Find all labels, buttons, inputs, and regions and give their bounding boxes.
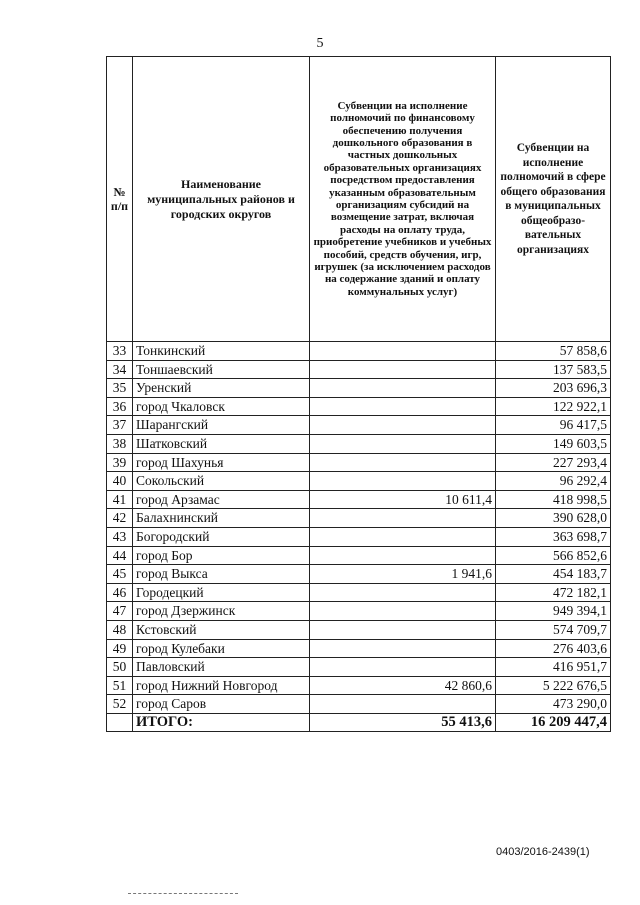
table-row bbox=[107, 379, 611, 398]
row-preschool-value bbox=[310, 695, 496, 714]
row-preschool-value bbox=[310, 360, 496, 379]
table-row bbox=[107, 416, 611, 435]
table-row bbox=[107, 620, 611, 639]
row-number: 36 bbox=[107, 397, 133, 416]
row-preschool-value bbox=[310, 453, 496, 472]
row-general-value: 472 182,1 bbox=[496, 583, 611, 602]
row-general-value: 96 292,4 bbox=[496, 472, 611, 491]
row-name: Кстовский bbox=[133, 620, 310, 639]
row-general-value: 473 290,0 bbox=[496, 695, 611, 714]
row-number: 44 bbox=[107, 546, 133, 565]
row-preschool-value bbox=[310, 620, 496, 639]
table-row bbox=[107, 342, 611, 361]
row-number: 43 bbox=[107, 527, 133, 546]
row-name: Балахнинский bbox=[133, 509, 310, 528]
row-number: 52 bbox=[107, 695, 133, 714]
row-preschool-value bbox=[310, 527, 496, 546]
row-general-value: 418 998,5 bbox=[496, 490, 611, 509]
table-row bbox=[107, 360, 611, 379]
table-row bbox=[107, 639, 611, 658]
header-num: № п/п bbox=[107, 57, 133, 342]
row-number: 34 bbox=[107, 360, 133, 379]
row-general-value: 390 628,0 bbox=[496, 509, 611, 528]
row-number: 45 bbox=[107, 565, 133, 584]
row-number: 33 bbox=[107, 342, 133, 361]
row-general-value: 57 858,6 bbox=[496, 342, 611, 361]
row-name: Тоншаевский bbox=[133, 360, 310, 379]
row-preschool-value bbox=[310, 546, 496, 565]
row-name: город Чкаловск bbox=[133, 397, 310, 416]
row-preschool-value bbox=[310, 342, 496, 361]
row-name: Богородский bbox=[133, 527, 310, 546]
subvention-table bbox=[106, 56, 611, 732]
row-number: 35 bbox=[107, 379, 133, 398]
row-preschool-value bbox=[310, 379, 496, 398]
row-name: город Бор bbox=[133, 546, 310, 565]
row-preschool-value bbox=[310, 658, 496, 677]
row-preschool-value bbox=[310, 639, 496, 658]
table-row bbox=[107, 658, 611, 677]
row-preschool-value bbox=[310, 397, 496, 416]
row-number: 39 bbox=[107, 453, 133, 472]
row-general-value: 454 183,7 bbox=[496, 565, 611, 584]
row-number: 46 bbox=[107, 583, 133, 602]
row-name: город Дзержинск bbox=[133, 602, 310, 621]
row-general-value: 5 222 676,5 bbox=[496, 676, 611, 695]
table-row bbox=[107, 602, 611, 621]
row-number: 40 bbox=[107, 472, 133, 491]
row-general-value: 96 417,5 bbox=[496, 416, 611, 435]
row-number: 47 bbox=[107, 602, 133, 621]
row-name: Павловский bbox=[133, 658, 310, 677]
row-preschool-value bbox=[310, 472, 496, 491]
table-row bbox=[107, 397, 611, 416]
row-name: город Саров bbox=[133, 695, 310, 714]
row-name: Шатковский bbox=[133, 434, 310, 453]
row-general-value: 137 583,5 bbox=[496, 360, 611, 379]
total-row bbox=[107, 713, 611, 732]
row-number: 37 bbox=[107, 416, 133, 435]
table-row bbox=[107, 509, 611, 528]
total-num-cell bbox=[107, 713, 133, 732]
total-label: ИТОГО: bbox=[133, 713, 310, 732]
row-preschool-value bbox=[310, 434, 496, 453]
row-general-value: 227 293,4 bbox=[496, 453, 611, 472]
row-preschool-value bbox=[310, 509, 496, 528]
table-row bbox=[107, 676, 611, 695]
row-general-value: 566 852,6 bbox=[496, 546, 611, 565]
row-number: 38 bbox=[107, 434, 133, 453]
row-name: город Шахунья bbox=[133, 453, 310, 472]
total-preschool: 55 413,6 bbox=[310, 713, 496, 732]
table-body bbox=[107, 342, 611, 714]
row-general-value: 949 394,1 bbox=[496, 602, 611, 621]
header-general-subvention: Субвенции на исполнение полномочий в сфере общего образования в муниципальных общеобразо-вательных организациях bbox=[496, 57, 611, 342]
row-preschool-value bbox=[310, 602, 496, 621]
row-name: Тонкинский bbox=[133, 342, 310, 361]
table-row bbox=[107, 565, 611, 584]
header-name: Наименование муниципальных районов и городских округов bbox=[133, 57, 310, 342]
row-number: 50 bbox=[107, 658, 133, 677]
row-name: город Арзамас bbox=[133, 490, 310, 509]
row-name: Городецкий bbox=[133, 583, 310, 602]
row-preschool-value: 10 611,4 bbox=[310, 490, 496, 509]
table-row bbox=[107, 695, 611, 714]
row-preschool-value: 1 941,6 bbox=[310, 565, 496, 584]
row-preschool-value: 42 860,6 bbox=[310, 676, 496, 695]
row-number: 51 bbox=[107, 676, 133, 695]
row-name: город Нижний Новгород bbox=[133, 676, 310, 695]
row-general-value: 416 951,7 bbox=[496, 658, 611, 677]
row-number: 49 bbox=[107, 639, 133, 658]
table-row bbox=[107, 583, 611, 602]
row-general-value: 122 922,1 bbox=[496, 397, 611, 416]
row-preschool-value bbox=[310, 416, 496, 435]
document-code: 0403/2016-2439(1) bbox=[496, 846, 590, 858]
row-name: Уренский bbox=[133, 379, 310, 398]
total-general: 16 209 447,4 bbox=[496, 713, 611, 732]
table-header-row bbox=[107, 57, 611, 342]
row-general-value: 574 709,7 bbox=[496, 620, 611, 639]
row-number: 41 bbox=[107, 490, 133, 509]
row-preschool-value bbox=[310, 583, 496, 602]
row-name: Сокольский bbox=[133, 472, 310, 491]
row-name: город Кулебаки bbox=[133, 639, 310, 658]
row-number: 42 bbox=[107, 509, 133, 528]
row-general-value: 276 403,6 bbox=[496, 639, 611, 658]
table-row bbox=[107, 490, 611, 509]
header-preschool-subvention: Субвенции на исполнение полномочий по финансовому обеспечению получения дошкольного образования в частных дошкольных образовательных организациях посредством предоставления указанным образовательным организациям субсидий на возмещение затрат, включая расходы на оплату труда, приобретение учебников и учебных пособий, средств обучения, игр, игрушек (за исключением расходов на содержание зданий и оплату коммунальных услуг) bbox=[310, 57, 496, 342]
row-number: 48 bbox=[107, 620, 133, 639]
scan-artifact bbox=[128, 893, 238, 896]
table-row bbox=[107, 434, 611, 453]
page-number: 5 bbox=[316, 36, 324, 51]
row-name: город Выкса bbox=[133, 565, 310, 584]
row-general-value: 149 603,5 bbox=[496, 434, 611, 453]
row-general-value: 363 698,7 bbox=[496, 527, 611, 546]
table-row bbox=[107, 472, 611, 491]
row-name: Шарангский bbox=[133, 416, 310, 435]
table-row bbox=[107, 546, 611, 565]
table-row bbox=[107, 527, 611, 546]
row-general-value: 203 696,3 bbox=[496, 379, 611, 398]
table-row bbox=[107, 453, 611, 472]
